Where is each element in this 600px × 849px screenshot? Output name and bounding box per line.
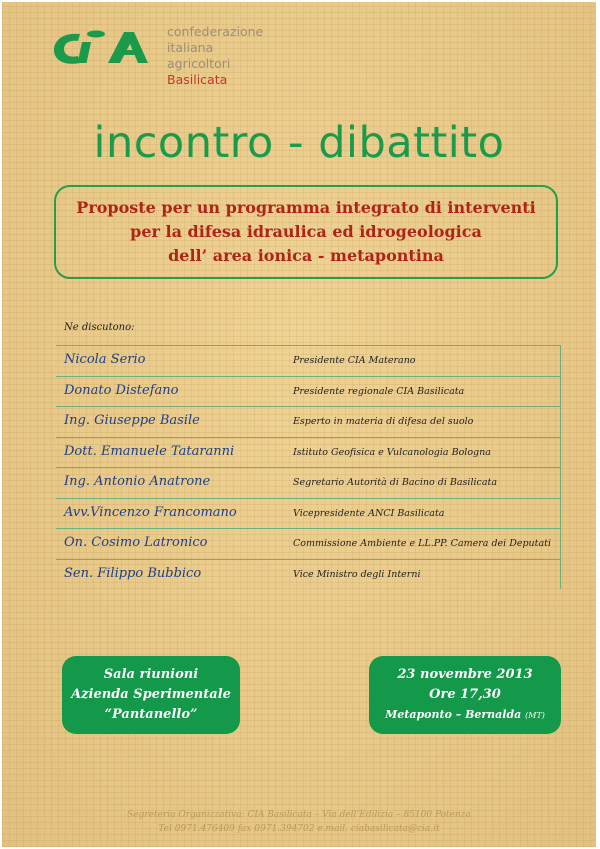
speaker-role: Vicepresidente ANCI Basilicata	[293, 507, 445, 519]
logo-text	[167, 24, 263, 88]
speaker-role: Commissione Ambiente e LL.PP. Camera dei Deputati	[293, 538, 552, 549]
subject-line-2: per la difesa idraulica ed idrogeologica	[130, 222, 482, 241]
logo-line-agricoltori: agricoltori	[167, 56, 231, 71]
speaker-row	[56, 528, 561, 559]
event-place-line	[369, 705, 561, 726]
date-box	[369, 656, 561, 734]
speaker-row	[56, 406, 561, 437]
speaker-role: Istituto Geofisica e Vulcanologia Bologna	[293, 446, 491, 458]
venue-line-3: “Pantanello”	[104, 707, 198, 722]
speaker-name: On. Cosimo Latronico	[64, 535, 208, 550]
speaker-name: Sen. Filippo Bubbico	[64, 565, 202, 581]
logo-line-italiana: italiana	[167, 40, 214, 55]
speakers-table	[56, 345, 561, 589]
event-time: Ore 17,30	[429, 686, 501, 702]
speakers-label: Ne discutono:	[64, 322, 135, 333]
logo-line-confederazione: confederazione	[167, 24, 264, 39]
speaker-name: Donato Distefano	[64, 382, 179, 398]
speaker-row	[56, 376, 561, 407]
speaker-row	[56, 345, 561, 376]
poster	[2, 2, 596, 847]
speaker-role: Vice Ministro degli Interni	[293, 568, 421, 580]
venue-box	[62, 656, 240, 734]
speaker-name: Ing. Giuseppe Basile	[64, 413, 200, 428]
logo-region: Basilicata	[167, 72, 228, 87]
speaker-row	[56, 437, 561, 468]
speaker-role: Esperto in materia di difesa del suolo	[293, 416, 474, 427]
footer-contacts: Tel 0971.476409 fax 0971.394702 e.mail. ciabasilicata@cia.it	[158, 824, 440, 834]
speaker-row	[56, 498, 561, 529]
cia-logo-mark	[50, 28, 158, 68]
speaker-role: Presidente regionale CIA Basilicata	[293, 385, 465, 397]
event-date: 23 novembre 2013	[397, 666, 533, 682]
subject-box	[54, 185, 558, 279]
speaker-role: Segretario Autorità di Bacino di Basilicata	[293, 477, 498, 488]
speaker-name: Dott. Emanuele Tataranni	[64, 443, 235, 459]
speaker-name: Nicola Serio	[64, 352, 146, 367]
speaker-role: Presidente CIA Materano	[293, 355, 416, 366]
venue-line-2: Azienda Sperimentale	[71, 687, 231, 702]
event-province: (MT)	[525, 710, 545, 720]
footer-address: Segreteria Organizzativa: CIA Basilicata – Via dell’Edilizia – 85100 Potenza	[127, 810, 471, 820]
event-place: Metaponto – Bernalda	[385, 707, 522, 721]
venue-line-1: Sala riunioni	[103, 667, 199, 682]
speaker-name: Avv.Vincenzo Francomano	[64, 504, 237, 520]
speaker-row	[56, 467, 561, 498]
subject-line-3: dell’ area ionica - metapontina	[168, 246, 444, 265]
event-type-title: incontro - dibattito	[93, 118, 505, 168]
speaker-row	[56, 559, 561, 590]
subject-line-1: Proposte per un programma integrato di interventi	[76, 198, 536, 217]
speaker-name: Ing. Antonio Anatrone	[64, 474, 211, 489]
